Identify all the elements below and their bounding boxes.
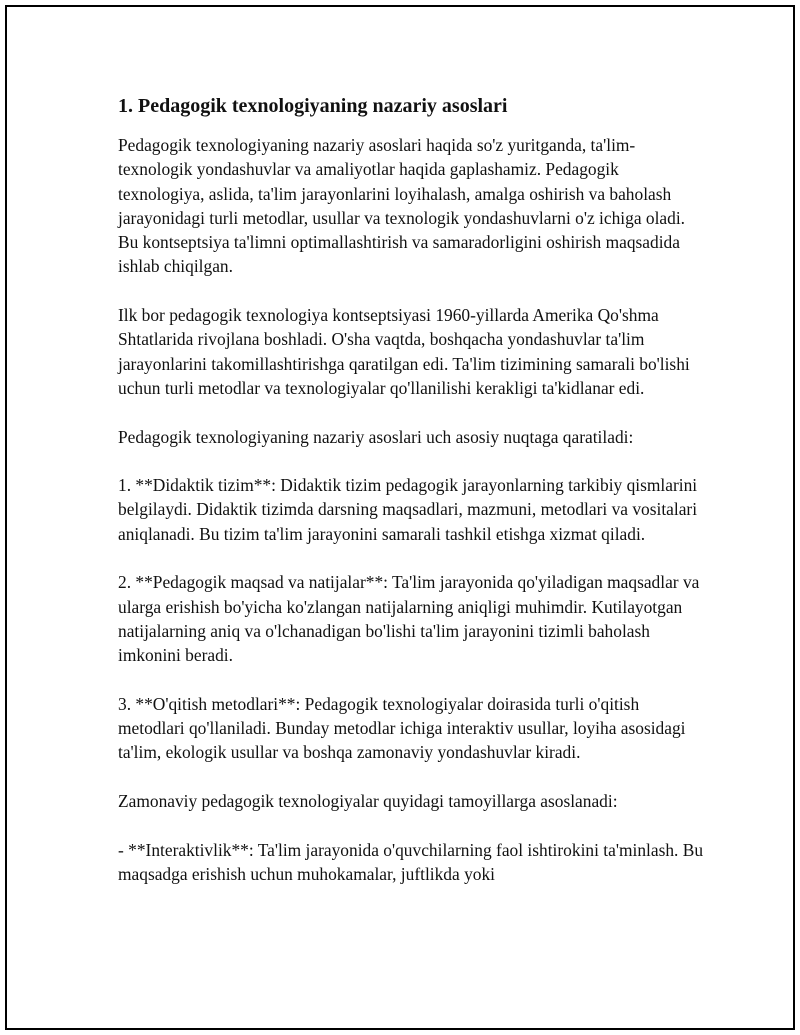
paragraph: Pedagogik texnologiyaning nazariy asoslari haqida so'z yuritganda, ta'lim-texnologik yondashuvlar va amaliyotlar haqida gaplashamiz. Pedagogik texnologiya, aslida, ta'lim jarayonlarini loyihalash, amalga oshirish va baholash jarayonidagi turli metodlar, usullar va texnologik yondashuvlarni o'z ichiga oladi. Bu kontseptsiya ta'limni optimallashtirish va samaradorligini oshirish maqsadida ishlab chiqilgan.: [118, 135, 686, 277]
paragraph: Pedagogik texnologiyaning nazariy asoslari uch asosiy nuqtaga qaratiladi:: [118, 426, 634, 447]
document-title: 1. Pedagogik texnologiyaning nazariy asoslari: [118, 95, 508, 117]
list-item-pedagogik-maqsad: 2. **Pedagogik maqsad va natijalar**: Ta'lim jarayonida qo'yiladigan maqsadlar va ularga erishish bo'yicha ko'zlangan natijalarning aniqligi muhimdir. Kutilayotgan natijalarning aniq va o'lchanadigan bo'lishi ta'lim jarayonini tizimli baholash imkonini beradi.: [118, 572, 700, 666]
paragraph: Ilk bor pedagogik texnologiya kontseptsiyasi 1960-yillarda Amerika Qo'shma Shtatlarida rivojlana boshladi. O'sha vaqtda, boshqacha yondashuvlar ta'lim jarayonlarini takomillashtirishga qaratilgan edi. Ta'lim tizimining samarali bo'lishi uchun turli metodlar va texnologiyalar qo'llanilishi kerakligi ta'kidlanar edi.: [118, 305, 690, 398]
list-item-didaktik-tizim: 1. **Didaktik tizim**: Didaktik tizim pedagogik jarayonlarning tarkibiy qismlarini belgilaydi. Didaktik tizimda darsning maqsadlari, mazmuni, metodlari va vositalari aniqlanadi. Bu tizim ta'lim jarayonini samarali tashkil etishga xizmat qiladi.: [118, 475, 698, 544]
document-body: [118, 93, 708, 911]
list-item-oqitish-metodlari: 3. **O'qitish metodlari**: Pedagogik texnologiyalar doirasida turli o'qitish metodlari qo'llaniladi. Bunday metodlar ichiga interaktiv usullar, loyiha asosidagi ta'lim, ekologik usullar va boshqa zamonaviy yondashuvlar kiradi.: [118, 693, 686, 763]
list-item-interaktivlik: - **Interaktivlik**: Ta'lim jarayonida o'quvchilarning faol ishtirokini ta'minlash. Bu maqsadga erishish uchun muhokamalar, juftlikda yoki: [118, 839, 704, 884]
paragraph: Zamonaviy pedagogik texnologiyalar quyidagi tamoyillarga asoslanadi:: [118, 791, 618, 812]
